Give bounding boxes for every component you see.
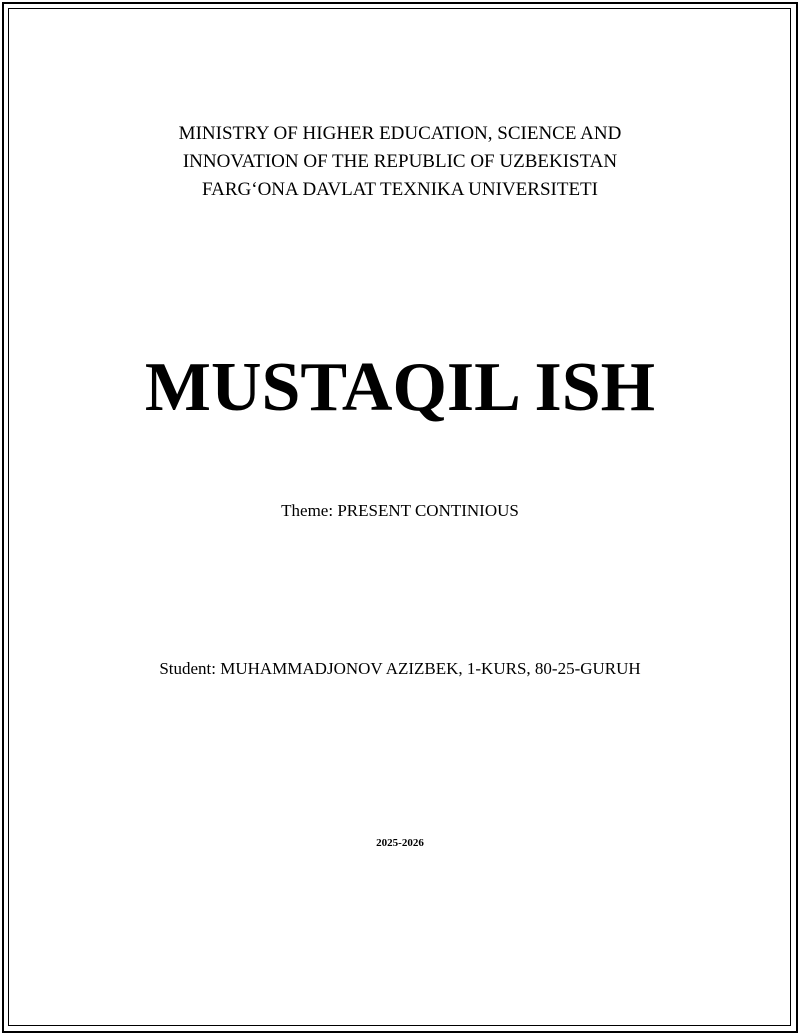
academic-year: 2025-2026	[376, 837, 424, 849]
document-title: MUSTAQIL ISH	[144, 349, 656, 426]
student-line: Student: MUHAMMADJONOV AZIZBEK, 1-KURS, 80-25-GURUH	[159, 659, 641, 678]
institution-header	[0, 120, 800, 204]
theme-line: Theme: PRESENT CONTINIOUS	[281, 501, 519, 520]
institution-line-1: MINISTRY OF HIGHER EDUCATION, SCIENCE AND	[178, 123, 622, 144]
institution-line-2: INNOVATION OF THE REPUBLIC OF UZBEKISTAN	[182, 151, 618, 172]
institution-line-3: FARG‘ONA DAVLAT TEXNIKA UNIVERSITETI	[201, 179, 598, 200]
